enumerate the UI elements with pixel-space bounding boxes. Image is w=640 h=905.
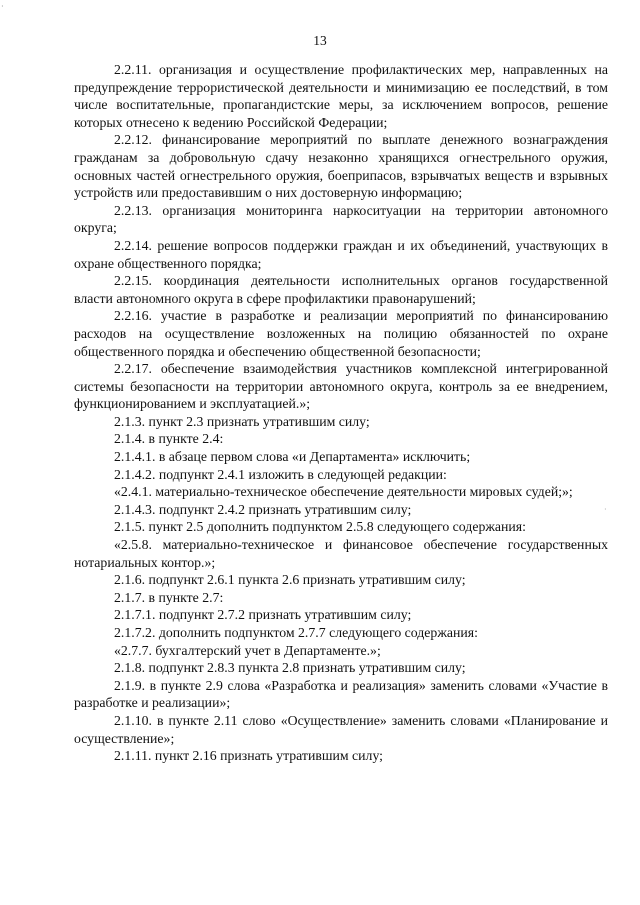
- paragraph-2-1-9: 2.1.9. в пункте 2.9 слова «Разработка и реализация» заменить словами «Участие в разработке и реализации»;: [74, 677, 608, 711]
- paragraph-2-1-7: 2.1.7. в пункте 2.7:: [114, 589, 224, 605]
- paragraph-2-1-4-1: 2.1.4.1. в абзаце первом слова «и Департамента» исключить;: [114, 449, 471, 465]
- paragraph-2-2-11: 2.2.11. организация и осуществление профилактических мер, направленных на предупреждение террористической деятельности и минимизацию ее последствий, в том числе воспитательные, пропагандистские меры, за исключением вопросов, решение которых отнесено к ведению Российской Федерации;: [74, 62, 608, 130]
- paragraph-2-1-7-2: 2.1.7.2. дополнить подпунктом 2.7.7 следующего содержания:: [114, 625, 478, 640]
- page-number: 13: [313, 33, 327, 48]
- paragraph-2-2-15: 2.2.15. координация деятельности исполнительных органов государственной власти автономного округа в сфере профилактики правонарушений;: [74, 273, 608, 306]
- paragraph-2-1-4: 2.1.4. в пункте 2.4:: [114, 431, 224, 447]
- paragraph-2-2-17: 2.2.17. обеспечение взаимодействия участников комплексной интегрированной системы безопасности на территории автономного округа, контроль за ее внедрением, функционированием и эксплуатацией.»;: [74, 361, 608, 412]
- paragraph-2-1-7-1: 2.1.7.1. подпункт 2.7.2 признать утратившим силу;: [114, 607, 412, 623]
- paragraph-2-1-10: 2.1.10. в пункте 2.11 слово «Осуществление» заменить словами «Планирование и осуществление»;: [74, 712, 608, 746]
- document-body: [74, 61, 608, 765]
- paragraph-2-7-7-quote: «2.7.7. бухгалтерский учет в Департаменте.»;: [114, 642, 381, 658]
- paragraph-2-2-16: 2.2.16. участие в разработке и реализации мероприятий по финансированию расходов на осуществление возложенных на полицию обязанностей по охране общественного порядка и обеспечению общественной безопасности;: [74, 308, 608, 359]
- paragraph-2-1-4-3: 2.1.4.3. подпункт 2.4.2 признать утратившим силу;: [114, 501, 412, 517]
- paragraph-2-1-4-2: 2.1.4.2. подпункт 2.4.1 изложить в следующей редакции:: [114, 466, 447, 482]
- paragraph-2-5-8-quote: «2.5.8. материально-техническое и финансовое обеспечение государственных нотариальных контор.»;: [74, 537, 608, 570]
- paragraph-2-1-8: 2.1.8. подпункт 2.8.3 пункта 2.8 признать утратившим силу;: [114, 660, 466, 676]
- paragraph-2-1-6: 2.1.6. подпункт 2.6.1 пункта 2.6 признать утратившим силу;: [114, 572, 466, 588]
- scan-corner-mark: ·: [1, 2, 4, 11]
- paragraph-2-1-3: 2.1.3. пункт 2.3 признать утратившим силу;: [114, 413, 370, 429]
- paragraph-2-2-13: 2.2.13. организация мониторинга наркоситуации на территории автономного округа;: [74, 202, 608, 236]
- paragraph-2-1-11: 2.1.11. пункт 2.16 признать утратившим силу;: [114, 748, 383, 764]
- paragraph-2-4-1-quote: «2.4.1. материально-техническое обеспечение деятельности мировых судей;»;: [114, 484, 573, 500]
- paragraph-2-1-5: 2.1.5. пункт 2.5 дополнить подпунктом 2.5.8 следующего содержания:: [114, 519, 526, 535]
- scan-side-mark: ·: [604, 505, 607, 514]
- paragraph-2-2-14: 2.2.14. решение вопросов поддержки граждан и их объединений, участвующих в охране общественного порядка;: [74, 237, 608, 271]
- paragraph-2-2-12: 2.2.12. финансирование мероприятий по выплате денежного вознаграждения гражданам за добровольную сдачу незаконно хранящихся огнестрельного оружия, основных частей огнестрельного оружия, боеприпасов, взрывчатых веществ и взрывных устройств или предоставившим о них достоверную информацию;: [74, 132, 608, 201]
